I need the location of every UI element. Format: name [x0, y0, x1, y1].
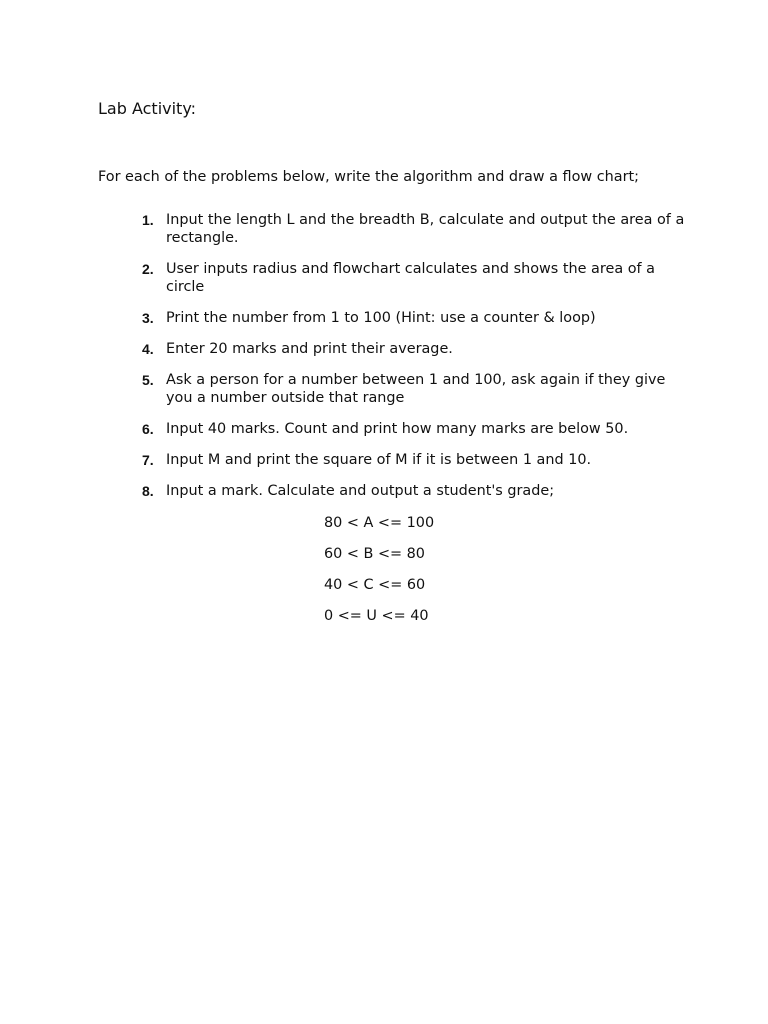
grade-line-b: 60 < B <= 80: [324, 546, 425, 562]
list-item-number: 5.: [142, 372, 154, 388]
problem-list: [140, 211, 700, 513]
list-item-text: Input 40 marks. Count and print how many marks are below 50.: [166, 421, 629, 437]
list-item-text: User inputs radius and flowchart calculates and shows the area of a circle: [166, 261, 655, 295]
grade-boundaries: [324, 514, 434, 638]
list-item: [140, 451, 700, 469]
list-item-number: 2.: [142, 261, 154, 277]
list-item-text: Print the number from 1 to 100 (Hint: use a counter & loop): [166, 310, 596, 326]
list-item: [140, 482, 700, 500]
grade-line-u: 0 <= U <= 40: [324, 608, 429, 624]
intro-text: For each of the problems below, write the algorithm and draw a flow chart;: [98, 169, 639, 185]
list-item-text: Enter 20 marks and print their average.: [166, 341, 453, 357]
grade-line-c: 40 < C <= 60: [324, 577, 426, 593]
list-item-number: 3.: [142, 310, 154, 326]
list-item: [140, 371, 700, 407]
list-item: [140, 420, 700, 438]
list-item-text: Input a mark. Calculate and output a student's grade;: [166, 483, 555, 499]
list-item: [140, 309, 700, 327]
list-item-text: Ask a person for a number between 1 and 100, ask again if they give you a number outside that range: [166, 372, 666, 406]
list-item: [140, 340, 700, 358]
list-item-text: Input the length L and the breadth B, calculate and output the area of a rectangle.: [166, 212, 685, 246]
list-item-number: 4.: [142, 341, 154, 357]
list-item: [140, 260, 700, 296]
list-item-number: 8.: [142, 483, 154, 499]
page-title: Lab Activity:: [98, 99, 197, 118]
grade-line-a: 80 < A <= 100: [324, 515, 435, 531]
list-item-text: Input M and print the square of M if it is between 1 and 10.: [166, 452, 592, 468]
list-item-number: 6.: [142, 421, 154, 437]
list-item: [140, 211, 700, 247]
list-item-number: 1.: [142, 212, 154, 228]
list-item-number: 7.: [142, 452, 154, 468]
